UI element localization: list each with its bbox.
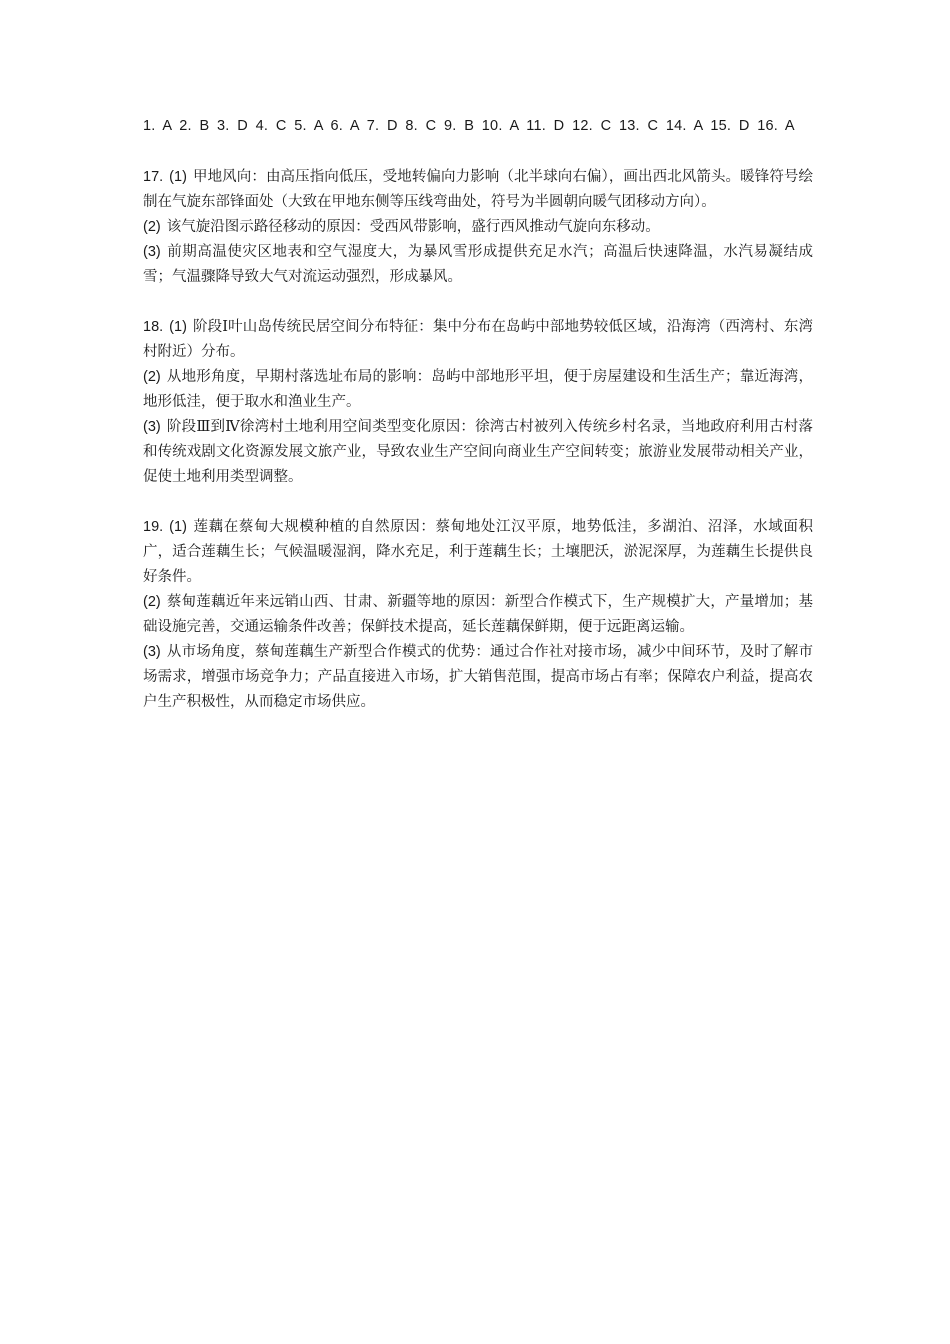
q17-part-3-text: 前期高温使灾区地表和空气湿度大，为暴风雪形成提供充足水汽；高温后快速降温，水汽易凝结成雪；气温骤降导致大气对流运动强烈，形成暴风。	[143, 243, 813, 285]
question-19	[143, 515, 813, 715]
answer-document	[143, 114, 813, 715]
q18-part-3	[143, 415, 813, 490]
q17-part-3-number: (3)	[143, 243, 161, 260]
q18-part-3-number: (3)	[143, 418, 161, 435]
q17-part-1-text: 甲地风向：由高压指向低压，受地转偏向力影响（北半球向右偏），画出西北风箭头。暖锋符号绘制在气旋东部锋面处（大致在甲地东侧等压线弯曲处，符号为半圆朝向暖气团移动方向）。	[143, 168, 813, 210]
q17-label: 17.	[143, 168, 164, 185]
q17-part-1	[143, 165, 813, 215]
q18-part-2-text: 从地形角度，早期村落选址布局的影响：岛屿中部地形平坦，便于房屋建设和生活生产；靠近海湾，地形低洼，便于取水和渔业生产。	[143, 368, 813, 410]
q18-part-1-number: (1)	[169, 318, 187, 335]
q18-part-1	[143, 315, 813, 365]
q18-label: 18.	[143, 318, 164, 335]
q17-part-2-number: (2)	[143, 218, 161, 235]
multiple-choice-answers: 1. A 2. B 3. D 4. C 5. A 6. A 7. D 8. C 9. B 10. A 11. D 12. C 13. C 14. A 15. D 16. A	[143, 118, 795, 134]
q18-part-1-text: 阶段Ⅰ叶山岛传统民居空间分布特征：集中分布在岛屿中部地势较低区域，沿海湾（西湾村、东湾村附近）分布。	[143, 318, 813, 360]
q19-part-2-text: 蔡甸莲藕近年来远销山西、甘肃、新疆等地的原因：新型合作模式下，生产规模扩大，产量增加；基础设施完善，交通运输条件改善；保鲜技术提高，延长莲藕保鲜期，便于远距离运输。	[143, 593, 813, 635]
q19-label: 19.	[143, 518, 164, 535]
q19-part-2	[143, 590, 813, 640]
q17-part-1-number: (1)	[169, 168, 187, 185]
question-18	[143, 315, 813, 490]
q17-part-2-text: 该气旋沿图示路径移动的原因：受西风带影响，盛行西风推动气旋向东移动。	[166, 218, 660, 235]
q19-part-2-number: (2)	[143, 593, 161, 610]
q17-part-2	[143, 215, 813, 240]
q19-part-1	[143, 515, 813, 590]
q18-part-3-text: 阶段Ⅲ到Ⅳ徐湾村土地利用空间类型变化原因：徐湾古村被列入传统乡村名录，当地政府利用古村落和传统戏剧文化资源发展文旅产业，导致农业生产空间向商业生产空间转变；旅游业发展带动相关产业，促使土地利用类型调整。	[143, 418, 813, 485]
q17-part-3	[143, 240, 813, 290]
q19-part-3-number: (3)	[143, 643, 161, 660]
q19-part-3	[143, 640, 813, 715]
q18-part-2-number: (2)	[143, 368, 161, 385]
q18-part-2	[143, 365, 813, 415]
question-17	[143, 165, 813, 290]
q19-part-3-text: 从市场角度，蔡甸莲藕生产新型合作模式的优势：通过合作社对接市场，减少中间环节，及时了解市场需求，增强市场竞争力；产品直接进入市场，扩大销售范围，提高市场占有率；保障农户利益，提高农户生产积极性，从而稳定市场供应。	[143, 643, 813, 710]
q19-part-1-number: (1)	[169, 518, 187, 535]
q19-part-1-text: 莲藕在蔡甸大规模种植的自然原因：蔡甸地处江汉平原，地势低洼，多湖泊、沼泽，水域面积广，适合莲藕生长；气候温暖湿润，降水充足，利于莲藕生长；土壤肥沃，淤泥深厚，为莲藕生长提供良好条件。	[143, 518, 813, 585]
